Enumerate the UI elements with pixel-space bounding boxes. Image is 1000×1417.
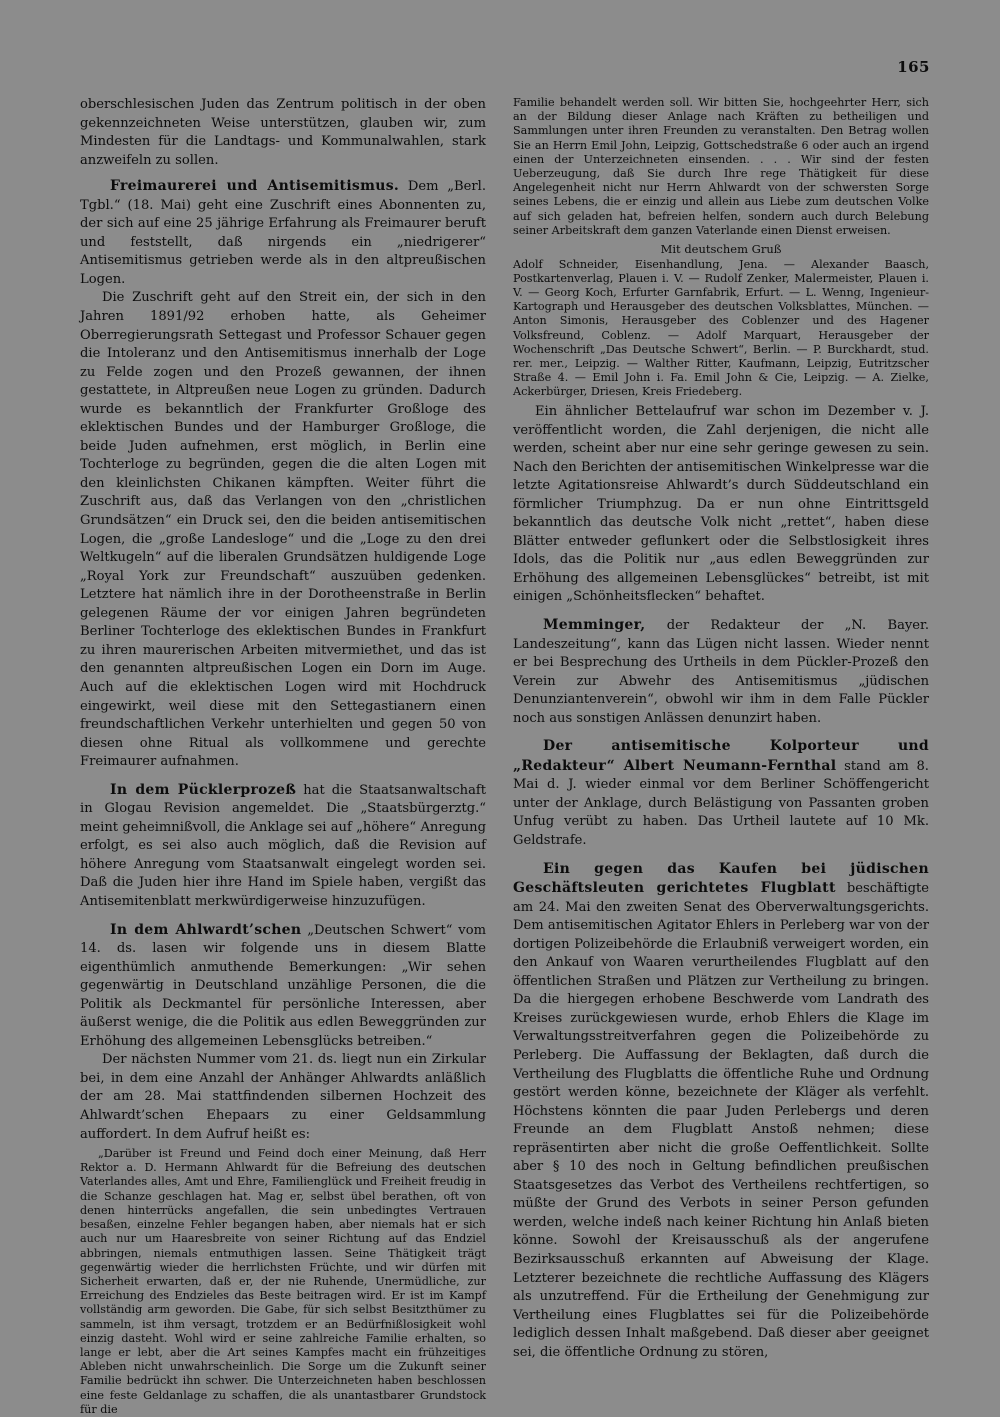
left-column: [80, 96, 487, 1416]
article-ahlwardt: [80, 921, 486, 1052]
page-number: 165: [897, 58, 930, 76]
article-memminger: [513, 616, 929, 728]
article-heading-memminger: Memminger,: [543, 616, 646, 633]
article-text-pueckler: hat die Staatsanwaltschaft in Glogau Revision angemeldet. Die „Staatsbürgerztg.“ meint geheimnißvoll, die Anklage sei auf „höhere“ Anregung erfolgt, es sei also auch möglich, daß die Revision auf höhere Anregung vom Staatsanwalt eingelegt worden sei. Daß die Juden hier ihre Hand im Spiele haben, vergißt das Antisemitenblatt merkwürdigerweise hinzuzufügen.: [80, 782, 487, 909]
article-heading-freimaurerei: Freimaurerei und Antisemitismus.: [110, 178, 400, 195]
article-text-freimaurerei-2: Die Zuschrift geht auf den Streit ein, der sich in den Jahren 1891/92 erhoben hatte, als Geheimer Oberregierungsrath Settegast und Professor Schauer gegen die Intoleranz und den Antisemitismus innerhalb der Loge zu Felde zogen und den Prozeß gewannen, der ihnen gestattete, in Altpreußen neue Logen zu gründen. Dadurch wurde es bekanntlich der Frankfurter Großloge des eklektischen Bundes und der Hamburger Großloge, die beide Juden aufnehmen, erst möglich, in Berlin eine Tochterloge zu begründen, gegen die die alten Logen mit den kleinlichsten Chikanen kämpften. Weiter führt die Zuschrift aus, daß das Verlangen von den „christlichen Grundsätzen“ ein Druck sei, den die beiden antisemitischen Logen, die „große Landesloge“ und die „Loge zu den drei Weltkugeln“ auf die liberalen Grundsätzen huldigende Loge „Royal York zur Freundschaft“ auszuüben gedenken. Letztere hat nämlich ihre in der Dorotheenstraße in Berlin gelegenen Räume der vor einigen Jahren begründeten Berliner Tochterloge des eklektischen Bundes in Frankfurt zu ihren maurerischen Arbeiten mitvermiethet, und das ist den genannten altpreußischen Logen ein Dorn im Auge. Auch auf die eklektischen Logen wird mit Hochdruck eingewirkt, weil diese mit den Settegastianern einen freundschaftlichen Verkehr unterhielten und gegen 50 von diesen ohne Ritual als vollkommene und gerechte Freimaurer aufnahmen.: [80, 290, 486, 770]
article-text-bettelaufruf: Ein ähnlicher Bettelaufruf war schon im Dezember v. J. veröffentlicht worden, die Zahl derjenigen, die nicht alle werden, scheint aber nur eine sehr geringe gewesen zu sein. Nach den Berichten der antisemitischen Winkelpresse war die letzte Agitationsreise Ahlwardt’s durch Süddeutschland ein förmlicher Triumphzug. Da er nun ohne Eintrittsgeld bekanntlich das deutsche Volk nicht „rettet“, haben diese Blätter entweder geflunkert oder die Selbstlosigkeit ihres Idols, das die Politik nur „aus edlen Beweggründen zur Erhöhung des allgemeinen Lebensglückes“ betreibt, ist mit einigen „Schönheitsflecken“ behaftet.: [513, 403, 929, 605]
paragraph-zentrum-end: oberschlesischen Juden das Zentrum politisch in der oben gekennzeichneten Weise unterstützen, glauben wir, zum Mindesten für die Landtags- und Kommunalwahlen, stark anzweifeln zu sollen.: [80, 97, 486, 168]
article-text-kolporteur: stand am 8. Mai d. J. wieder einmal vor dem Berliner Schöffengericht unter der Anklage, durch Belästigung von Passanten groben Unfug verübt zu haben. Das Urtheil lautete auf 10 Mk. Geldstrafe.: [513, 758, 929, 848]
signatories: Adolf Schneider, Eisenhandlung, Jena. — Alexander Baasch, Postkartenverlag, Plauen i. V. — Rudolf Zenker, Malermeister, Plauen i. V. — Georg Koch, Erfurter Garnfabrik, Erfurt. — L. Wenng, Ingenieur-Kartograph und Herausgeber des deutschen Volksblattes, München. — Anton Simonis, Herausgeber des Coblenzer und des Hagener Volksfreund, Coblenz. — Adolf Marquart, Herausgeber der Wochenschrift „Das Deutsche Schwert“, Berlin. — P. Burckhardt, stud. rer. mer., Leipzig. — Walther Ritter, Kaufmann, Leipzig, Eutritzscher Straße 4. — Emil John i. Fa. Emil John & Cie, Leipzig. — A. Zielke, Ackerbürger, Driesen, Kreis Friedeberg.: [513, 258, 929, 398]
ahlwardt-appeal-quote-continued: Familie behandelt werden soll. Wir bitten Sie, hochgeehrter Herr, sich an der Bildung dieser Anlage nach Kräften zu betheiligen und Sammlungen unter ihren Freunden zu veranstalten. Den Betrag wollen Sie an Herrn Emil John, Leipzig, Gottschedstraße 6 oder auch an irgend einen der Unterzeichneten einsenden. . . . Wir sind der festen Ueberzeugung, daß Sie durch Ihre rege Thätigkeit für diese Angelegenheit nicht nur Herrn Ahlwardt von der schwersten Sorge seines Lebens, die er einzig und allein aus Liebe zum deutschen Volke auf sich geladen hat, befreien helfen, sondern auch durch Belebung seiner Arbeitskraft dem ganzen Vaterlande einen Dienst erweisen.: [513, 96, 929, 237]
article-text-freimaurerei-1: Dem „Berl. Tgbl.“ (18. Mai) geht eine Zuschrift eines Abonnenten zu, der sich auf eine 25 jährige Erfahrung als Freimaurer beruft und feststellt, daß nirgends ein „niedrigerer“ Antisemitismus getrieben werde als in den altpreußischen Logen.: [80, 179, 486, 287]
ahlwardt-appeal-quote: „Darüber ist Freund und Feind doch einer Meinung, daß Herr Rektor a. D. Hermann Ahlwardt für die Befreiung des deutschen Vaterlandes alles, Amt und Ehre, Familienglück und Freiheit freudig in die Schanze geschlagen hat. Mag er, selbst übel berathen, oft von denen hinterrücks angefallen, die sein unbedingtes Vertrauen besaßen, einzelne Fehler begangen haben, aber niemals hat er sich auch nur um Haaresbreite von seiner Richtung auf das Endziel abbringen, niemals entmuthigen lassen. Seine Thätigkeit trägt gegenwärtig wieder die herrlichsten Früchte, und wir dürfen mit Sicherheit erwarten, daß er, der nie Ruhende, Unermüdliche, zur Erreichung des Endzieles das Beste beitragen wird. Er ist im Kampf vollständig arm geworden. Die Gabe, für sich selbst Besitzthümer zu sammeln, ist ihm versagt, trotzdem er an Bedürfnißlosigkeit wohl einzig dasteht. Wohl wird er seine zahlreiche Familie erhalten, so lange er lebt, aber die Art seines Kampfes macht ein frühzeitiges Ableben nicht unwahrscheinlich. Die Sorge um die Zukunft seiner Familie bedrückt ihn schwer. Die Unterzeichneten haben beschlossen eine feste Geldanlage zu schaffen, die als unantastbarer Grundstock für die: [80, 1147, 486, 1416]
article-text-ahlwardt-2: Der nächsten Nummer vom 21. ds. liegt nun ein Zirkular bei, in dem eine Anzahl der Anhänger Ahlwardts anläßlich der am 28. Mai stattfindenden silbernen Hochzeit des Ahlwardt’schen Ehepaars zu einer Geldsammlung auffordert. In dem Aufruf heißt es:: [80, 1052, 486, 1142]
article-text-ahlwardt-1: „Deutschen Schwert“ vom 14. ds. lasen wir folgende uns in diesem Blatte eigenthümlich anmuthende Bemerkungen: „Wir sehen gegenwärtig in Deutschland unzählige Personen, die die Politik als Deckmantel für persönliche Interessen, aber äußerst wenige, die die Politik aus edlen Beweggründen zur Erhöhung des allgemeinen Lebensglücks betreiben.“: [80, 922, 486, 1049]
article-heading-flugblatt: Ein gegen das Kaufen bei jüdischen Geschäftsleuten gerichtetes Flugblatt: [513, 860, 929, 897]
article-kolporteur: [513, 737, 929, 850]
article-freimaurerei: [80, 177, 486, 289]
article-flugblatt: [513, 860, 929, 1363]
article-text-memminger: der Redakteur der „N. Bayer. Landeszeitung“, kann das Lügen nicht lassen. Wieder nennt er bei Besprechung des Urtheils in dem Pückler-Prozeß den Verein zur Abwehr des Antisemitismus „jüdischen Denunziantenverein“, obwohl wir ihm in dem Falle Pückler noch aus sonstigen Anlässen denunzirt haben.: [513, 617, 930, 726]
article-heading-kolporteur: Der antisemitische Kolporteur und „Redakteur“ Albert Neumann-Fernthal: [513, 738, 929, 774]
article-heading-ahlwardt: In dem Ahlwardt’schen: [110, 921, 302, 938]
article-pueckler: [80, 781, 486, 912]
article-heading-pueckler: In dem Pücklerprozeß: [110, 781, 297, 798]
greeting: Mit deutschem Gruß: [660, 242, 782, 257]
article-text-flugblatt: beschäftigte am 24. Mai den zweiten Senat des Oberverwaltungsgerichts. Dem antisemitischen Agitator Ehlers in Perleberg war von der dortigen Polizeibehörde die Erlaubniß verweigert worden, ein den Ankauf von Waaren verurtheilendes Flugblatt auf den öffentlichen Straßen und Plätzen zur Vertheilung zu bringen. Da die hiergegen erhobene Beschwerde vom Landrath des Kreises zurückgewiesen wurde, erhob Ehlers die Klage im Verwaltungsstreitverfahren gegen die Polizeibehörde zu Perleberg. Die Auffassung der Beklagten, daß durch die Vertheilung des Flugblatts die öffentliche Ruhe und Ordnung gestört werden könne, bezeichnete der Kläger als verfehlt. Höchstens könnten die paar Juden Perlebergs und deren Freunde an dem Flugblatt Anstoß nehmen; diese repräsentirten aber nicht die große Oeffentlichkeit. Sollte aber § 10 des noch in Geltung befindlichen preußischen Staatsgesetzes das Verbot des Vertheilens rechtfertigen, so müßte der Grund des Verbots in seiner Person gefunden werden, welche indeß nach keiner Richtung hin Anlaß bieten könne. Sowohl der Kreisausschuß als der angerufene Bezirksausschuß erkannten auf Abweisung der Klage. Letzterer bezeichnete die rechtliche Auffassung des Klägers als unzutreffend. Für die Ertheilung der Genehmigung zur Vertheilung eines Flugblattes sei für die Polizeibehörde lediglich dessen Inhalt maßgebend. Daß dieser aber geeignet sei, die öffentliche Ordnung zu stören,: [513, 881, 929, 1360]
right-column: [513, 96, 930, 1360]
